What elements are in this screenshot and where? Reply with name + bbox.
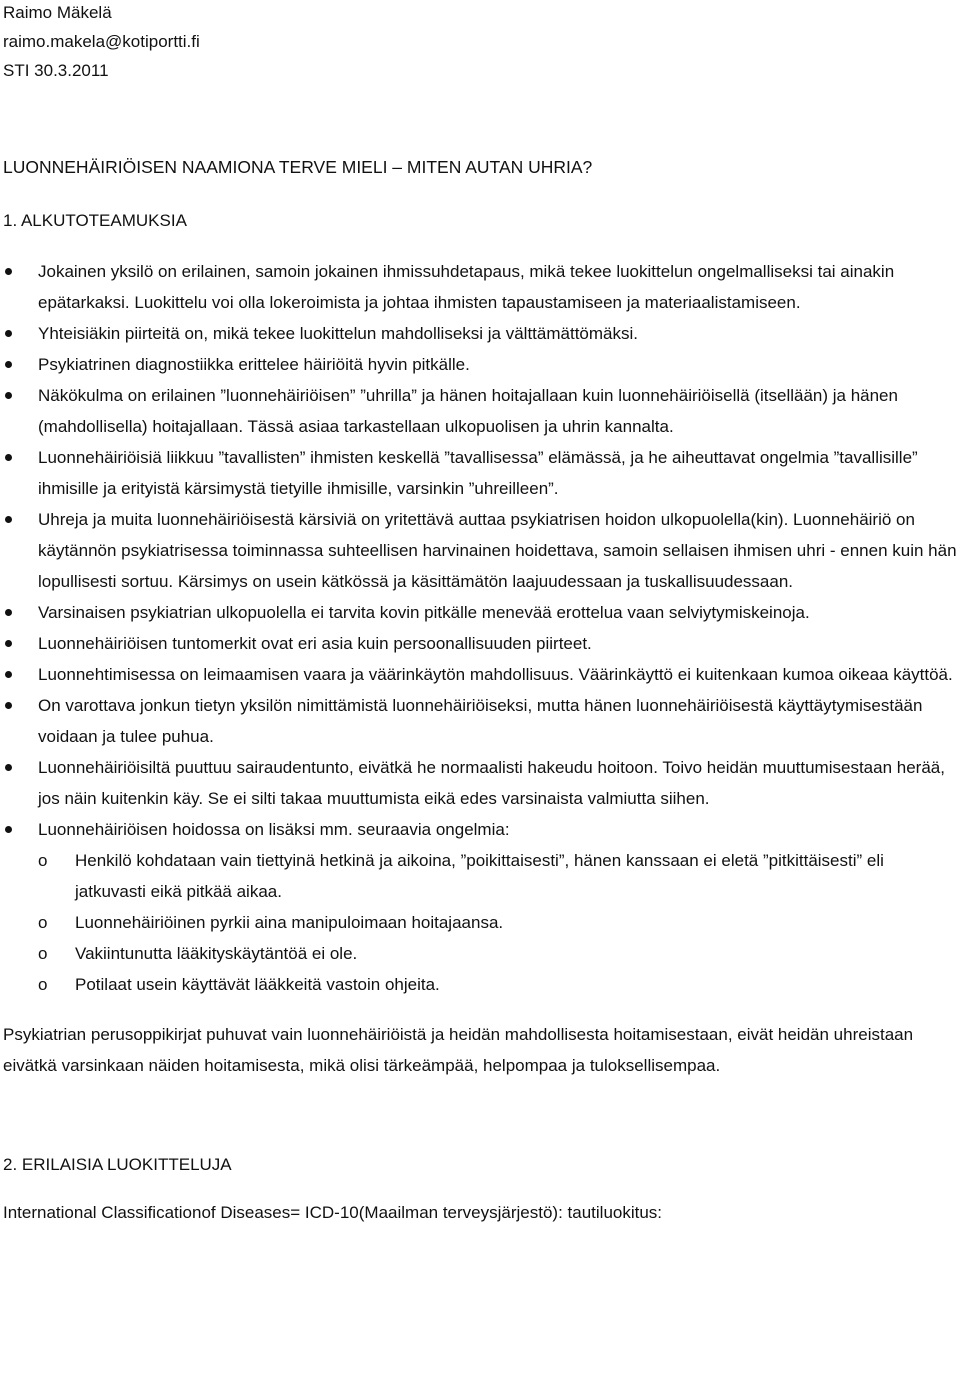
list-item-text: Luonnehtimisessa on leimaamisen vaara ja väärinkäytön mahdollisuus. Väärinkäyttö ei kuitenkaan kumoa oikeaa käyttöä. bbox=[38, 665, 953, 684]
section-heading-2: 2. ERILAISIA LUOKITTELUJA bbox=[3, 1155, 232, 1174]
bullet-icon bbox=[5, 640, 12, 647]
bullet-icon bbox=[5, 361, 12, 368]
list-item bbox=[3, 597, 958, 628]
sub-list-item bbox=[3, 845, 958, 907]
list-item-text: Näkökulma on erilainen ”luonnehäiriöisen” ”uhrilla” ja hänen hoitajallaan kuin luonnehäiriöisellä (itsellään) ja hänen (mahdollisella) hoitajallaan. Tässä asiaa tarkastellaan ulkopuolisen ja uhrin kannalta. bbox=[38, 386, 898, 436]
author-email: raimo.makela@kotiportti.fi bbox=[3, 32, 200, 51]
closing-paragraph: Psykiatrian perusoppikirjat puhuvat vain luonnehäiriöistä ja heidän mahdollisesta hoitamisestaan, eivät heidän uhreistaan eivätkä varsinkaan näiden hoitamisesta, mikä olisi tärkeämpää, helpompaa ja tuloksellisempaa. bbox=[3, 1025, 914, 1075]
section2-intro: International Classificationof Diseases= ICD-10(Maailman terveysjärjestö): tautiluokitus: bbox=[3, 1203, 663, 1222]
list-item-text: Luonnehäiriöisiä liikkuu ”tavallisten” ihmisten keskellä ”tavallisessa” elämässä, ja he aiheuttavat ongelmia ”tavallisille” ihmisille ja erityistä kärsimystä tietyille ihmisille, varsinkin ”uhreilleen”. bbox=[38, 448, 918, 498]
section-heading-1: 1. ALKUTOTEAMUKSIA bbox=[3, 211, 187, 230]
list-item-text: Yhteisiäkin piirteitä on, mikä tekee luokittelun mahdolliseksi ja välttämättömäksi. bbox=[38, 324, 638, 343]
bullet-icon bbox=[5, 826, 12, 833]
list-item-text: Jokainen yksilö on erilainen, samoin jokainen ihmissuhdetapaus, mikä tekee luokittelun ongelmalliseksi tai ainakin epätarkaksi. Luokittelu voi olla lokeroimista ja johtaa ihmisten tapaustamiseen ja materiaalistamiseen. bbox=[38, 262, 895, 312]
bullet-icon bbox=[5, 516, 12, 523]
list-item bbox=[3, 380, 958, 442]
sub-bullet-icon: o bbox=[38, 975, 48, 994]
closing-paragraph-block bbox=[3, 1019, 958, 1081]
sub-list-item-text: Henkilö kohdataan vain tiettyinä hetkinä ja aikoina, ”poikittaisesti”, hänen kanssaan ei eletä ”pitkittäisesti” eli jatkuvasti eikä pitkää aikaa. bbox=[75, 851, 884, 901]
bullet-icon bbox=[5, 454, 12, 461]
list-item bbox=[3, 814, 958, 1000]
bullet-icon bbox=[5, 609, 12, 616]
sub-list-item-text: Vakiintunutta lääkityskäytäntöä ei ole. bbox=[75, 944, 358, 963]
document-date: STI 30.3.2011 bbox=[3, 61, 109, 80]
sub-list bbox=[3, 845, 958, 1000]
list-item bbox=[3, 690, 958, 752]
bullet-icon bbox=[5, 764, 12, 771]
bullet-icon bbox=[5, 392, 12, 399]
list-item bbox=[3, 659, 958, 690]
bullet-icon bbox=[5, 268, 12, 275]
list-item-text: Luonnehäiriöisen tuntomerkit ovat eri asia kuin persoonallisuuden piirteet. bbox=[38, 634, 592, 653]
list-item bbox=[3, 349, 958, 380]
list-item bbox=[3, 628, 958, 659]
bullet-list bbox=[3, 256, 958, 1000]
sub-bullet-icon: o bbox=[38, 851, 48, 870]
document-body bbox=[3, 0, 958, 1228]
list-item bbox=[3, 256, 958, 318]
sub-list-item-text: Potilaat usein käyttävät lääkkeitä vastoin ohjeita. bbox=[75, 975, 440, 994]
list-item bbox=[3, 504, 958, 597]
sub-list-item bbox=[3, 969, 958, 1000]
list-item-text: Psykiatrinen diagnostiikka erittelee häiriöitä hyvin pitkälle. bbox=[38, 355, 470, 374]
list-item bbox=[3, 752, 958, 814]
list-item-text: On varottava jonkun tietyn yksilön nimittämistä luonnehäiriöiseksi, mutta hänen luonnehäiriöisestä käyttäytymisestään voidaan ja tulee puhua. bbox=[38, 696, 923, 746]
sub-bullet-icon: o bbox=[38, 944, 48, 963]
bullet-icon bbox=[5, 330, 12, 337]
bullet-icon bbox=[5, 671, 12, 678]
list-item-text: Luonnehäiriöisen hoidossa on lisäksi mm. seuraavia ongelmia: bbox=[38, 820, 510, 839]
document-header bbox=[3, 0, 958, 87]
list-item-text: Varsinaisen psykiatrian ulkopuolella ei tarvita kovin pitkälle menevää erottelua vaan selviytymiskeinoja. bbox=[38, 603, 810, 622]
list-item-text: Uhreja ja muita luonnehäiriöisestä kärsiviä on yritettävä auttaa psykiatrisen hoidon ulkopuolella(kin). Luonnehäiriö on käytännön psykiatrisessa toiminnassa suhteellisen harvinainen hoidettava, samoin sellaisen ihmisen uhri - ennen kuin hän lopullisesti sortuu. Kärsimys on usein kätkössä ja käsittämätön laajuudessaan ja tuskallisuudessaan. bbox=[38, 510, 957, 591]
sub-list-item-text: Luonnehäiriöinen pyrkii aina manipuloimaan hoitajaansa. bbox=[75, 913, 504, 932]
list-item bbox=[3, 318, 958, 349]
sub-list-item bbox=[3, 907, 958, 938]
list-item bbox=[3, 442, 958, 504]
sub-list-item bbox=[3, 938, 958, 969]
document-title: LUONNEHÄIRIÖISEN NAAMIONA TERVE MIELI – MITEN AUTAN UHRIA? bbox=[3, 157, 593, 177]
list-item-text: Luonnehäiriöisiltä puuttuu sairaudentunto, eivätkä he normaalisti hakeudu hoitoon. Toivo heidän muuttumisestaan herää, jos näin kuitenkin käy. Se ei silti takaa muuttumista eikä edes varsinaista valmiutta siihen. bbox=[38, 758, 945, 808]
bullet-icon bbox=[5, 702, 12, 709]
author-name: Raimo Mäkelä bbox=[3, 3, 112, 22]
sub-bullet-icon: o bbox=[38, 913, 48, 932]
